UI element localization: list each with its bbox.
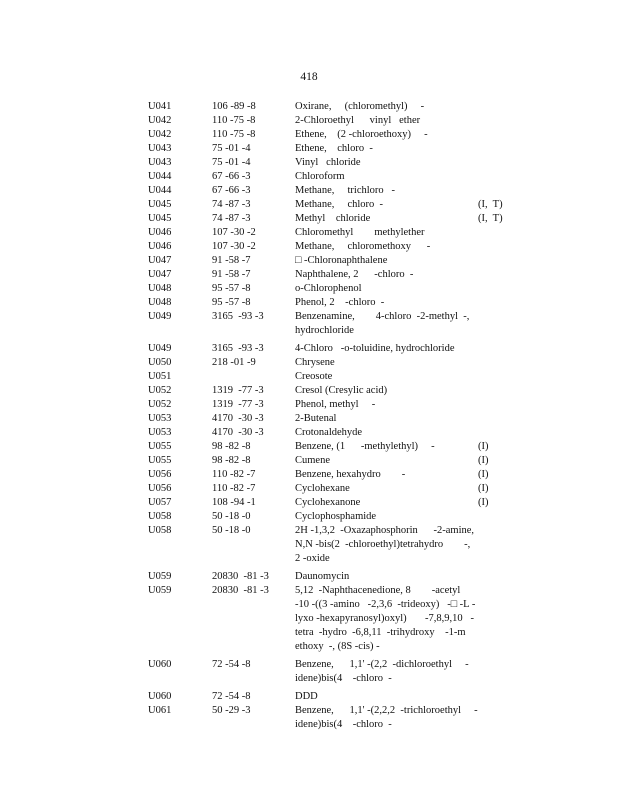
waste-code: U059 <box>148 571 172 582</box>
chemical-name: Methane, chloromethoxy - <box>295 241 431 252</box>
hazard-code <box>478 356 528 370</box>
cas-number: 72 -54 -8 <box>212 691 251 702</box>
cas-number: 110 -75 -8 <box>212 115 256 126</box>
waste-code: U044 <box>148 171 172 182</box>
cas-number: 20830 -81 -3 <box>212 585 269 596</box>
chemical-name: Benzene, (1 -methylethyl) - <box>295 441 435 452</box>
table-row <box>148 156 528 170</box>
chemical-name: 5,12 -Naphthacenedione, 8 -acetyl -10 -((3 -amino -2,3,6 -trideoxy) -□ -L -lyxo -hexapyranosyl)oxyl) -7,8,9,10 -tetra -hydro -6,8,11 -trihydroxy -1-m ethoxy -, (8S -cis) - <box>295 585 476 652</box>
table-row <box>148 704 528 732</box>
cas-number: 110 -82 -7 <box>212 483 256 494</box>
chemical-name: Daunomycin <box>295 571 350 582</box>
cas-number: 1319 -77 -3 <box>212 399 264 410</box>
hazard-code <box>478 524 528 566</box>
hazard-code: (I) <box>478 497 489 508</box>
chemical-name: Cyclohexane <box>295 483 350 494</box>
table-row <box>148 310 528 338</box>
waste-code: U058 <box>148 525 172 536</box>
waste-code: U043 <box>148 157 172 168</box>
waste-code: U058 <box>148 511 172 522</box>
cas-number: 98 -82 -8 <box>212 441 251 452</box>
hazard-code <box>478 114 528 128</box>
cas-number: 20830 -81 -3 <box>212 571 269 582</box>
table-row <box>148 268 528 282</box>
table-row <box>148 356 528 370</box>
table-row <box>148 342 528 356</box>
cas-number: 95 -57 -8 <box>212 283 251 294</box>
hazard-code: (I) <box>478 469 489 480</box>
chemical-name: Chloromethyl methylether <box>295 227 425 238</box>
waste-code: U061 <box>148 705 172 716</box>
table-row <box>148 184 528 198</box>
hazard-code <box>478 156 528 170</box>
table-row <box>148 296 528 310</box>
chemical-name: Crotonaldehyde <box>295 427 363 438</box>
cas-number: 218 -01 -9 <box>212 357 256 368</box>
table-row <box>148 212 528 226</box>
table-row <box>148 454 528 468</box>
hazard-code <box>478 170 528 184</box>
hazard-code <box>478 412 528 426</box>
cas-number: 98 -82 -8 <box>212 455 251 466</box>
cas-number <box>212 370 295 384</box>
hazard-code: (I) <box>478 483 489 494</box>
hazard-code <box>478 296 528 310</box>
chemical-name: DDD <box>295 691 318 702</box>
waste-code: U053 <box>148 413 172 424</box>
cas-number: 110 -75 -8 <box>212 129 256 140</box>
cas-number: 1319 -77 -3 <box>212 385 264 396</box>
waste-code: U049 <box>148 311 172 322</box>
table-row <box>148 690 528 704</box>
cas-number: 50 -18 -0 <box>212 525 251 536</box>
waste-code: U045 <box>148 199 172 210</box>
cas-number: 91 -58 -7 <box>212 255 251 266</box>
chemical-name: Methane, chloro - <box>295 199 384 210</box>
chemical-name: 4-Chloro -o-toluidine, hydrochloride <box>295 343 455 354</box>
chemical-name: Ethene, chloro - <box>295 143 373 154</box>
table-row <box>148 282 528 296</box>
cas-number: 91 -58 -7 <box>212 269 251 280</box>
chemical-name: Cumene <box>295 455 330 466</box>
chemical-name: 2-Chloroethyl vinyl ether <box>295 115 421 126</box>
waste-code: U045 <box>148 213 172 224</box>
waste-code: U056 <box>148 469 172 480</box>
cas-number: 107 -30 -2 <box>212 241 256 252</box>
waste-code: U055 <box>148 455 172 466</box>
chemical-name: Methyl chloride <box>295 213 371 224</box>
waste-code: U046 <box>148 241 172 252</box>
cas-number: 110 -82 -7 <box>212 469 256 480</box>
chemical-name: Methane, trichloro - <box>295 185 396 196</box>
chemical-name: □ -Chloronaphthalene <box>295 255 388 266</box>
hazard-code <box>478 704 528 732</box>
waste-code: U050 <box>148 357 172 368</box>
chemical-name: Benzene, hexahydro - <box>295 469 406 480</box>
table-row <box>148 570 528 584</box>
table-row <box>148 240 528 254</box>
cas-number: 95 -57 -8 <box>212 297 251 308</box>
hazard-code <box>478 398 528 412</box>
chemical-name: Chrysene <box>295 357 335 368</box>
table-row <box>148 114 528 128</box>
hazard-code <box>478 570 528 584</box>
hazard-code <box>478 226 528 240</box>
cas-number: 74 -87 -3 <box>212 199 251 210</box>
hazard-code <box>478 142 528 156</box>
chemical-name: Cyclohexanone <box>295 497 361 508</box>
chemical-name: Phenol, methyl - <box>295 399 376 410</box>
cas-number: 3165 -93 -3 <box>212 343 264 354</box>
hazard-code <box>478 128 528 142</box>
cas-number: 108 -94 -1 <box>212 497 256 508</box>
cas-number: 4170 -30 -3 <box>212 413 264 424</box>
hazard-code: (I, T) <box>478 199 503 210</box>
chemical-name: Chloroform <box>295 171 345 182</box>
waste-code: U043 <box>148 143 172 154</box>
hazard-code: (I) <box>478 441 489 452</box>
waste-code: U056 <box>148 483 172 494</box>
table-row <box>148 370 528 384</box>
chemical-name: o-Chlorophenol <box>295 283 362 294</box>
hazard-code <box>478 370 528 384</box>
waste-code: U057 <box>148 497 172 508</box>
table-row <box>148 254 528 268</box>
hazard-code <box>478 268 528 282</box>
table-row <box>148 384 528 398</box>
waste-code: U046 <box>148 227 172 238</box>
cas-number: 107 -30 -2 <box>212 227 256 238</box>
hazard-code <box>478 184 528 198</box>
cas-number: 75 -01 -4 <box>212 143 251 154</box>
table-row <box>148 100 528 114</box>
table-row <box>148 524 528 566</box>
chemical-name: 2-Butenal <box>295 413 337 424</box>
chemical-name: Benzenamine, 4-chloro -2-methyl -, hydrochloride <box>295 311 472 336</box>
cas-number: 72 -54 -8 <box>212 659 251 670</box>
hazard-code <box>478 384 528 398</box>
table-row <box>148 398 528 412</box>
cas-number: 4170 -30 -3 <box>212 427 264 438</box>
table-row <box>148 440 528 454</box>
table-row <box>148 412 528 426</box>
hazard-code: (I, T) <box>478 213 503 224</box>
waste-code: U052 <box>148 385 172 396</box>
chemical-name: Oxirane, (chloromethyl) - <box>295 101 425 112</box>
chemical-name: Cresol (Cresylic acid) <box>295 385 388 396</box>
hazard-code <box>478 100 528 114</box>
cas-number: 67 -66 -3 <box>212 185 251 196</box>
table-row <box>148 426 528 440</box>
table-row <box>148 142 528 156</box>
waste-code: U048 <box>148 283 172 294</box>
cas-number: 67 -66 -3 <box>212 171 251 182</box>
hazard-code <box>478 282 528 296</box>
waste-code: U041 <box>148 101 172 112</box>
hazard-code <box>478 510 528 524</box>
waste-code: U049 <box>148 343 172 354</box>
waste-code: U059 <box>148 585 172 596</box>
cas-number: 50 -18 -0 <box>212 511 251 522</box>
table-row <box>148 226 528 240</box>
chemical-name: Cyclophosphamide <box>295 511 377 522</box>
waste-code: U053 <box>148 427 172 438</box>
hazard-code <box>478 658 528 686</box>
cas-number: 75 -01 -4 <box>212 157 251 168</box>
waste-code: U052 <box>148 399 172 410</box>
chemical-name: Vinyl chloride <box>295 157 361 168</box>
chemical-name: Ethene, (2 -chloroethoxy) - <box>295 129 428 140</box>
table-row <box>148 128 528 142</box>
hazard-code <box>478 240 528 254</box>
hazard-code <box>478 254 528 268</box>
waste-code: U055 <box>148 441 172 452</box>
chemical-name: Naphthalene, 2 -chloro - <box>295 269 414 280</box>
waste-code: U060 <box>148 659 172 670</box>
waste-code: U044 <box>148 185 172 196</box>
hazardous-waste-table <box>148 100 528 732</box>
cas-number: 74 -87 -3 <box>212 213 251 224</box>
hazard-code <box>478 310 528 338</box>
table-row <box>148 658 528 686</box>
hazard-code <box>478 426 528 440</box>
table-row <box>148 584 528 654</box>
cas-number: 50 -29 -3 <box>212 705 251 716</box>
waste-code: U060 <box>148 691 172 702</box>
waste-code: U042 <box>148 115 172 126</box>
chemical-name: 2H -1,3,2 -Oxazaphosphorin -2-amine, N,N -bis(2 -chloroethyl)tetrahydro -, 2 -oxide <box>295 525 477 564</box>
hazard-code <box>478 342 528 356</box>
page-number: 418 <box>300 71 318 83</box>
cas-number: 106 -89 -8 <box>212 101 256 112</box>
hazard-code <box>478 584 528 654</box>
cas-number: 3165 -93 -3 <box>212 311 264 322</box>
chemical-name: Benzene, 1,1' -(2,2 -dichloroethyl -idene)bis(4 -chloro - <box>295 659 469 684</box>
chemical-name: Benzene, 1,1' -(2,2,2 -trichloroethyl -idene)bis(4 -chloro - <box>295 705 478 730</box>
waste-code: U051 <box>148 371 172 382</box>
waste-code: U047 <box>148 255 172 266</box>
table-row <box>148 510 528 524</box>
waste-code: U047 <box>148 269 172 280</box>
hazard-code <box>478 690 528 704</box>
table-row <box>148 482 528 496</box>
table-row <box>148 198 528 212</box>
waste-code: U042 <box>148 129 172 140</box>
waste-code: U048 <box>148 297 172 308</box>
hazard-code: (I) <box>478 455 489 466</box>
chemical-name: Phenol, 2 -chloro - <box>295 297 385 308</box>
table-row <box>148 496 528 510</box>
chemical-name: Creosote <box>295 371 333 382</box>
table-row <box>148 468 528 482</box>
table-row <box>148 170 528 184</box>
